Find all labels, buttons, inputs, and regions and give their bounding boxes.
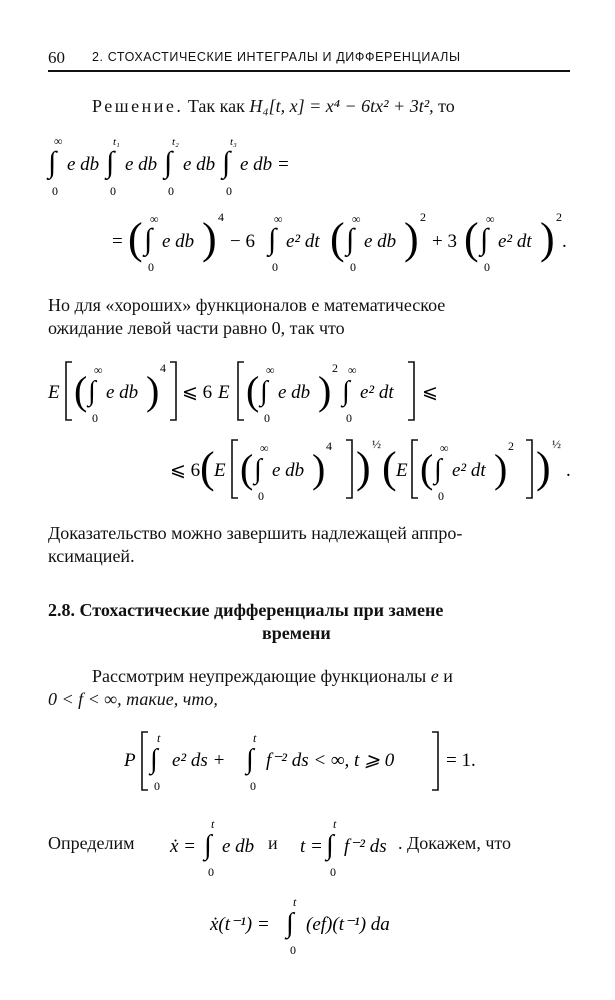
svg-text:t₁: t₁: [113, 136, 120, 148]
paragraph-2-line-2: ксимацией.: [48, 546, 135, 566]
svg-text:0: 0: [264, 411, 270, 425]
svg-text:∞: ∞: [94, 363, 103, 377]
svg-text:): ): [540, 214, 555, 263]
svg-text:2: 2: [508, 439, 514, 453]
time-change-formula: [0, 888, 615, 968]
svg-text:= 1.: = 1.: [446, 750, 476, 771]
svg-text:∫: ∫: [204, 830, 212, 861]
svg-text:∫: ∫: [346, 223, 355, 256]
svg-text:t: t: [253, 731, 257, 745]
svg-text:e db: e db: [364, 231, 397, 252]
svg-text:∫: ∫: [268, 223, 277, 256]
svg-text:∫: ∫: [254, 454, 262, 485]
svg-text:∞: ∞: [486, 212, 495, 226]
svg-text:0: 0: [168, 184, 174, 198]
iterated-integral-equation: [0, 125, 615, 285]
svg-text:): ): [404, 214, 419, 263]
svg-text:∫: ∫: [480, 223, 489, 256]
svg-text:(: (: [420, 446, 434, 491]
page-number: 60: [48, 48, 65, 67]
svg-text:2: 2: [420, 210, 426, 224]
svg-text:e² dt: e² dt: [452, 460, 486, 481]
svg-text:E: E: [218, 382, 230, 403]
svg-text:0: 0: [484, 260, 490, 274]
definition-formulas: [0, 812, 615, 882]
svg-text:0: 0: [52, 184, 58, 198]
svg-text:t: t: [333, 817, 337, 831]
svg-text:ẋ(t⁻¹) =: ẋ(t⁻¹) =: [210, 914, 270, 935]
svg-text:): ): [146, 368, 160, 413]
svg-text:0: 0: [92, 411, 98, 425]
svg-text:(: (: [240, 446, 254, 491]
svg-text:∫: ∫: [150, 744, 158, 775]
paragraph-1-line-2: ожидание левой части равно 0, так что: [48, 318, 345, 338]
svg-text:): ): [202, 214, 217, 263]
svg-text:E: E: [396, 460, 408, 481]
and-word: и: [268, 833, 278, 853]
svg-text:∫: ∫: [48, 146, 57, 179]
svg-text:e db =: e db =: [240, 154, 290, 175]
svg-text:∫: ∫: [260, 376, 268, 407]
svg-text:(: (: [246, 368, 260, 413]
svg-text:0: 0: [250, 779, 256, 793]
svg-text:⩽: ⩽: [422, 382, 438, 403]
svg-text:(: (: [128, 214, 143, 263]
section-heading-line-1: 2.8. Стохастические дифференциалы при замене: [48, 600, 444, 620]
svg-text:): ): [536, 443, 551, 492]
svg-text:∞: ∞: [54, 134, 63, 148]
svg-text:½: ½: [372, 437, 381, 451]
svg-text:t: t: [293, 895, 297, 909]
svg-text:(: (: [464, 214, 479, 263]
svg-text:): ): [494, 446, 508, 491]
svg-text:E: E: [214, 460, 226, 481]
svg-text:⩽ 6: ⩽ 6: [170, 460, 201, 481]
svg-text:0: 0: [350, 260, 356, 274]
page-header: [48, 44, 570, 72]
svg-text:∫: ∫: [222, 146, 231, 179]
svg-text:2: 2: [556, 210, 562, 224]
svg-text:0: 0: [438, 489, 444, 503]
svg-text:∫: ∫: [246, 744, 254, 775]
svg-text:4: 4: [160, 361, 166, 375]
solution-line: [92, 95, 455, 118]
prove-text: . Докажем, что: [398, 833, 512, 853]
svg-text:∫: ∫: [434, 454, 442, 485]
svg-text:(: (: [74, 368, 88, 413]
svg-text:t: t: [157, 731, 161, 745]
svg-text:f⁻² ds < ∞, t ⩾ 0: f⁻² ds < ∞, t ⩾ 0: [266, 750, 395, 771]
paragraph-3-line-2: 0 < f < ∞, такие, что,: [48, 689, 218, 709]
probability-equation: [0, 722, 615, 802]
svg-text:0: 0: [148, 260, 154, 274]
section-heading-line-2: времени: [262, 623, 331, 643]
solution-text-after: то: [438, 96, 455, 116]
svg-text:ẋ =: ẋ =: [170, 836, 197, 857]
svg-text:e² dt: e² dt: [360, 382, 394, 403]
svg-text:(ef)(t⁻¹) da: (ef)(t⁻¹) da: [306, 914, 390, 935]
svg-text:e db: e db: [125, 154, 158, 175]
svg-text:∞: ∞: [352, 212, 361, 226]
svg-text:∞: ∞: [266, 363, 275, 377]
svg-text:∫: ∫: [326, 830, 334, 861]
svg-text:(: (: [330, 214, 345, 263]
functional-e: e: [430, 666, 439, 686]
svg-text:t₂: t₂: [172, 136, 179, 148]
svg-text:∞: ∞: [150, 212, 159, 226]
solution-text-before: Так как: [187, 96, 245, 116]
svg-text:=: =: [112, 231, 123, 252]
svg-text:0: 0: [208, 865, 214, 879]
svg-text:): ): [356, 443, 371, 492]
svg-text:∫: ∫: [342, 376, 350, 407]
svg-text:2: 2: [332, 361, 338, 375]
svg-text:e db: e db: [183, 154, 216, 175]
expectation-inequality: [0, 350, 615, 510]
svg-text:e db: e db: [278, 382, 311, 403]
svg-text:0: 0: [110, 184, 116, 198]
svg-text:): ): [312, 446, 326, 491]
svg-text:e db: e db: [67, 154, 100, 175]
svg-text:∞: ∞: [440, 441, 449, 455]
svg-text:0: 0: [330, 865, 336, 879]
paragraph-3-line-1: [92, 665, 453, 688]
define-word: Определим: [48, 833, 135, 853]
svg-text:0: 0: [258, 489, 264, 503]
svg-text:0: 0: [226, 184, 232, 198]
svg-text:∞: ∞: [274, 212, 283, 226]
svg-text:0: 0: [272, 260, 278, 274]
svg-text:e² ds +: e² ds +: [172, 750, 226, 771]
hermite-formula: H₄[t, x] = x⁴ − 6tx² + 3t²,: [249, 96, 434, 116]
svg-text:(: (: [200, 443, 215, 492]
svg-text:4: 4: [326, 439, 332, 453]
running-title: 2. СТОХАСТИЧЕСКИЕ ИНТЕГРАЛЫ И ДИФФЕРЕНЦИАЛЫ: [92, 50, 461, 64]
svg-text:∫: ∫: [88, 376, 96, 407]
svg-text:e db: e db: [272, 460, 305, 481]
svg-text:f⁻² ds: f⁻² ds: [344, 836, 387, 857]
paragraph-3-text: Рассмотрим неупреждающие функционалы: [92, 666, 427, 686]
svg-text:P: P: [124, 750, 136, 771]
svg-text:+ 3: + 3: [432, 231, 457, 252]
svg-text:t₃: t₃: [230, 136, 237, 148]
paragraph-1-line-1: Но для «хороших» функционалов e математическое: [48, 295, 446, 315]
svg-text:e db: e db: [106, 382, 139, 403]
svg-text:∞: ∞: [348, 363, 357, 377]
svg-text:E: E: [48, 382, 60, 403]
svg-text:e² dt: e² dt: [286, 231, 320, 252]
svg-text:∞: ∞: [260, 441, 269, 455]
svg-text:(: (: [382, 443, 397, 492]
paragraph-2-line-1: Доказательство можно завершить надлежащей аппро-: [48, 523, 463, 543]
svg-text:∫: ∫: [164, 146, 173, 179]
svg-text:e db: e db: [162, 231, 195, 252]
svg-text:− 6: − 6: [230, 231, 255, 252]
svg-text:): ): [318, 368, 332, 413]
svg-text:½: ½: [552, 437, 561, 451]
svg-text:∫: ∫: [106, 146, 115, 179]
svg-text:∫: ∫: [144, 223, 153, 256]
svg-text:0: 0: [290, 943, 296, 957]
svg-text:e db: e db: [222, 836, 255, 857]
solution-label: Решение.: [92, 96, 184, 116]
svg-text:0: 0: [154, 779, 160, 793]
svg-text:e² dt: e² dt: [498, 231, 532, 252]
svg-text:4: 4: [218, 210, 224, 224]
svg-text:⩽ 6: ⩽ 6: [182, 382, 213, 403]
svg-text:.: .: [566, 460, 571, 481]
paragraph-3-and: и: [443, 666, 453, 686]
svg-text:∫: ∫: [286, 908, 294, 939]
svg-text:t: t: [211, 817, 215, 831]
svg-text:.: .: [562, 231, 567, 252]
svg-text:t =: t =: [300, 836, 323, 857]
svg-text:0: 0: [346, 411, 352, 425]
